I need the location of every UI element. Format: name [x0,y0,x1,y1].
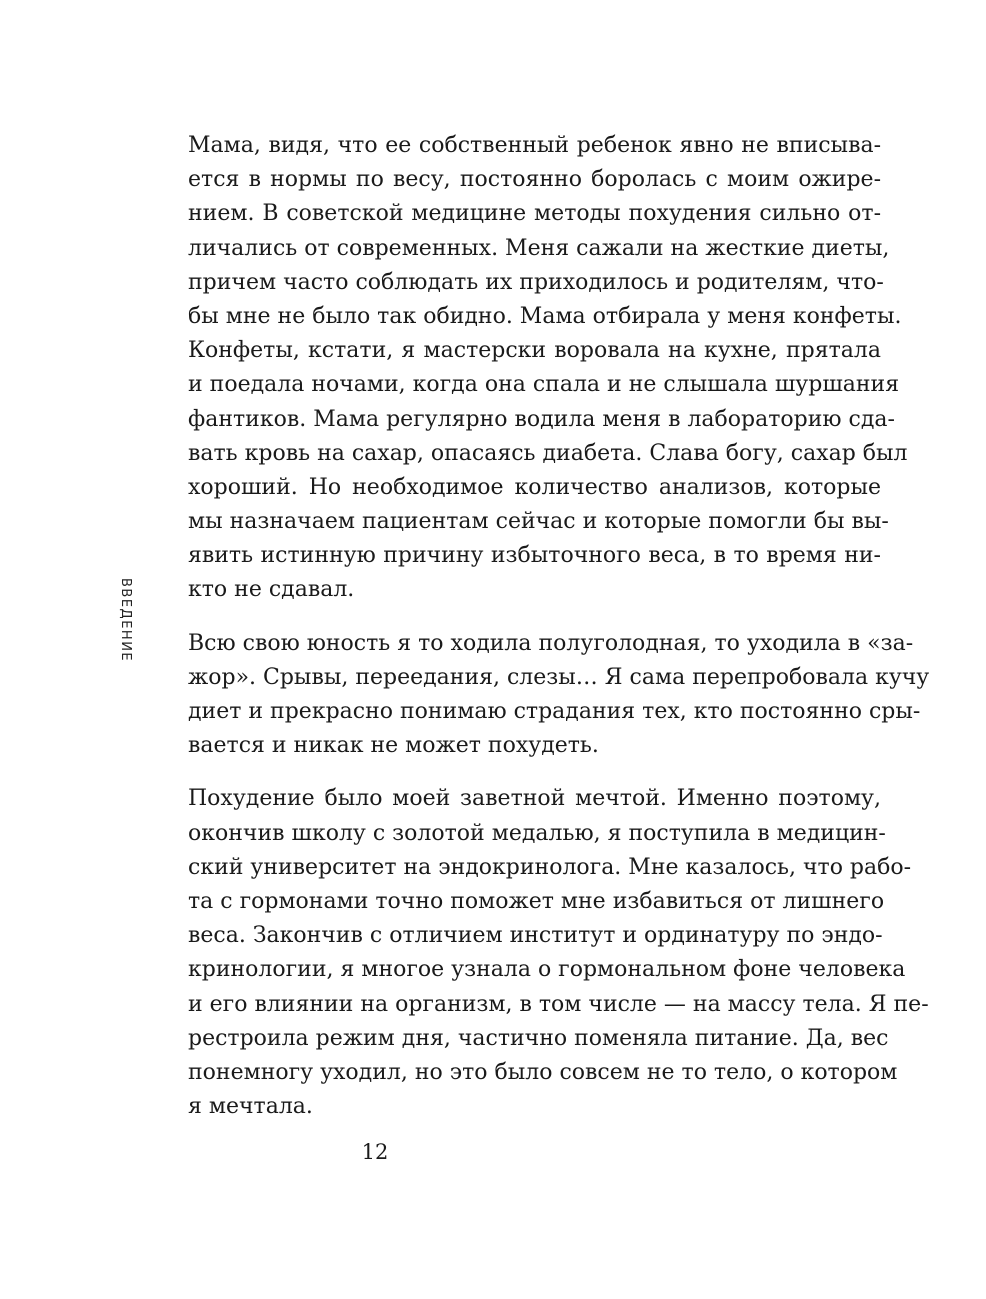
text-line: Похудение было моей заветной мечтой. Именно поэтому, [188,786,881,812]
text-line: веса. Закончив с отличием институт и ординатуру по эндо- [188,923,883,949]
text-line: личались от современных. Меня сажали на жесткие диеты, [188,235,890,261]
text-line: явить истинную причину избыточного веса, в то время ни- [188,543,881,569]
text-line: и поедала ночами, когда она спала и не слышала шуршания [188,372,900,398]
text-line: Конфеты, кстати, я мастерски воровала на кухне, прятала [188,338,881,364]
text-line: хороший. Но необходимое количество анализов, которые [188,474,881,500]
text-line: кринологии, я многое узнала о гормональном фоне человека [188,957,906,983]
text-line: рестроила режим дня, частично поменяла питание. Да, вес [188,1025,889,1051]
text-line: Всю свою юность я то ходила полуголодная, то уходила в «за- [188,630,914,656]
text-line: окончив школу с золотой медалью, я поступила в медицин- [188,820,886,846]
text-line: причем часто соблюдать их приходилось и родителям, что- [188,269,884,295]
text-line: нием. В советской медицине методы похудения сильно от- [188,201,881,227]
text-line: диет и прекрасно понимаю страдания тех, кто постоянно сры- [188,699,921,724]
text-line: я мечтала. [188,1094,313,1120]
body-text [188,129,930,1124]
section-label: ВВЕДЕНИЕ [118,578,133,663]
page-number: 12 [361,1140,389,1164]
text-line: фантиков. Мама регулярно водила меня в лабораторию сда- [188,406,895,432]
text-line: вать кровь на сахар, опасаясь диабета. Слава богу, сахар был [188,440,908,466]
text-line: ский университет на эндокринолога. Мне казалось, что рабо- [188,854,912,880]
paragraph-2 [188,627,930,764]
text-line: понемногу уходил, но это было совсем не то тело, о котором [188,1059,898,1085]
text-line: жор». Срывы, переедания, слезы… Я сама перепробовала кучу [188,664,930,690]
text-line: и его влиянии на организм, в том числе — на массу тела. Я пе- [188,991,929,1017]
paragraph-3 [188,782,929,1124]
text-line: кто не сдавал. [188,577,355,603]
paragraph-1 [188,129,908,608]
text-line: бы мне не было так обидно. Мама отбирала у меня конфеты. [188,303,902,329]
text-line: та с гормонами точно поможет мне избавиться от лишнего [188,888,885,914]
text-line: Мама, видя, что ее собственный ребенок явно не вписыва- [188,133,881,158]
text-line: мы назначаем пациентам сейчас и которые помогли бы вы- [188,509,889,535]
text-line: ется в нормы по весу, постоянно боролась с моим ожире- [188,167,881,193]
text-line: вается и никак не может похудеть. [188,733,599,759]
